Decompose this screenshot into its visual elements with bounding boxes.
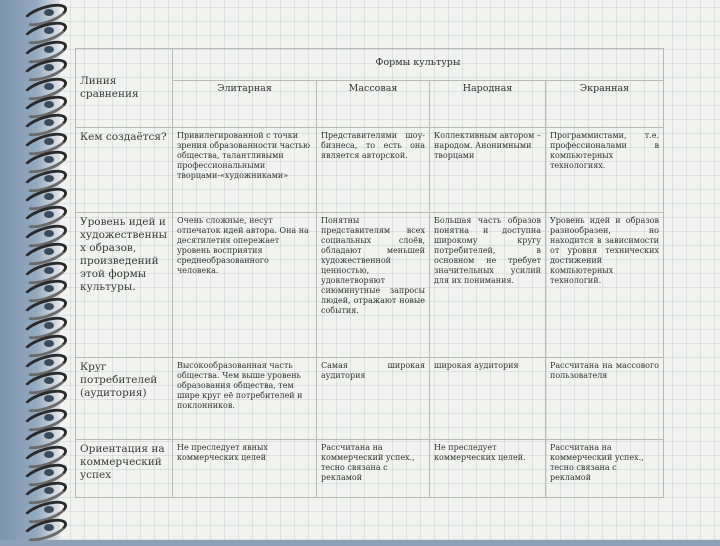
table-cell: Понятны представителям всех социальных слоёв, обладают меньшей художественной ценностью, удовлетворяют сиюминутные запросы людей, отражают новые события.: [317, 213, 430, 358]
column-header-screen: Экранная: [546, 81, 664, 128]
table-cell: Не преследует коммерческих целей.: [430, 440, 546, 498]
table-cell: Коллективным автором – народом. Анонимными творцами: [430, 128, 546, 213]
column-header-folk: Народная: [430, 81, 546, 128]
culture-forms-table: [75, 48, 664, 498]
column-header-elite: Элитарная: [173, 81, 317, 128]
table-cell: Программистами, т.е. профессионалами в компьютерных технологиях.: [546, 128, 664, 213]
spiral-binding: [0, 0, 60, 540]
table-cell: Самая широкая аудитория: [317, 358, 430, 440]
table-cell: Представителями шоу-бизнеса, то есть она является авторской.: [317, 128, 430, 213]
table-cell: Очень сложные, несут отпечаток идей автора. Она на десятилетия опережает уровень восприятия среднеобразованного человека.: [173, 213, 317, 358]
table-cell: Рассчитана на коммерческий успех., тесно связана с рекламой: [317, 440, 430, 498]
table-cell: Рассчитана на коммерческий успех., тесно связана с рекламой: [546, 440, 664, 498]
row-label-creator: Кем создаётся?: [76, 128, 173, 213]
group-header: Формы культуры: [173, 49, 664, 81]
column-header-mass: Массовая: [317, 81, 430, 128]
table-cell: Высокообразованная часть общества. Чем выше уровень образования общества, тем шире круг её потребителей и поклонников.: [173, 358, 317, 440]
corner-header: Линия сравнения: [76, 49, 173, 128]
row-label-level: Уровень идей и художественны х образов, произведений этой формы культуры.: [76, 213, 173, 358]
table-cell: Привилегированной с точки зрения образованности частью общества, талантливыми профессиональными творцами-«художниками»: [173, 128, 317, 213]
table-cell: широкая аудитория: [430, 358, 546, 440]
table-cell: Большая часть образов понятна и доступна широкому кругу потребителей, в основном не требует значительных усилий для их понимания.: [430, 213, 546, 358]
table-cell: Уровень идей и образов разнообразен, но находится в зависимости от уровня технических достижений компьютерных технологий.: [546, 213, 664, 358]
row-label-commercial: Ориентация на коммерческий успех: [76, 440, 173, 498]
table-cell: Не преследует явных коммерческих целей: [173, 440, 317, 498]
table-cell: Рассчитана на массового пользователя: [546, 358, 664, 440]
row-label-audience: Круг потребителей (аудитория): [76, 358, 173, 440]
